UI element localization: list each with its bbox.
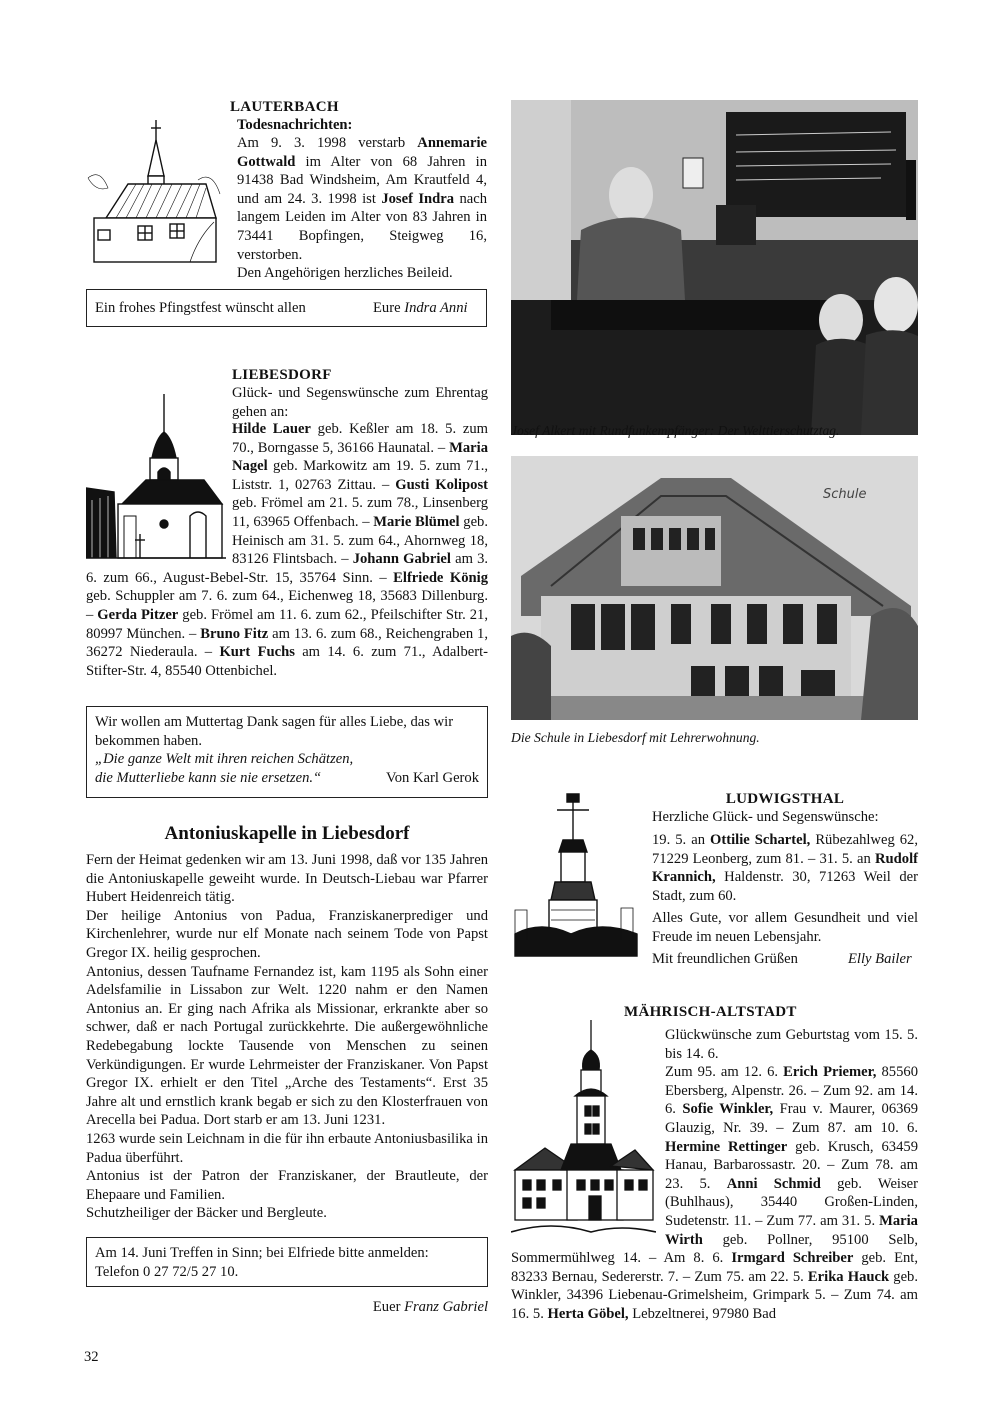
article-paragraph: Schutzheiliger der Bäcker und Bergleute. [86,1205,327,1222]
quote-line: „Die ganze Welt mit ihren reichen Schätzen, [95,751,354,768]
birthday-name: Rudolf Krannich, [652,850,918,886]
birthday-name: Ottilie Schartel, [710,832,811,848]
classroom-photo [511,100,918,435]
lauterbach-heading: LAUTERBACH [230,99,339,115]
birthday-entry: Zum 75. am 22. 5. Erika Hauck geb. Winkler, 34396 Liebenau-Grimelsheim, Grimpark 5. – [511,1268,919,1304]
ludwigsthal-entries: 19. 5. an Ottilie Schartel, Rübezahlweg 62, 71229 Leonberg, zum 81. – 31. 5. an Rudolf Krannich, Haldenstr. 30, 71263 Weil der Stadt, zum 60. [652,832,919,904]
meeting-phone: Telefon 0 27 72/5 27 10. [95,1263,239,1280]
liebesdorf-intro: Glück- und Segenswünsche zum Ehrentag gehen an: [232,385,488,420]
mothers-day-box [86,706,488,798]
ludwigsthal-closing: Mit freundlichen Grüßen [652,951,798,967]
mothers-day-text: Wir wollen am Muttertag Dank sagen für alles Liebe, das wir bekommen haben. [95,714,454,749]
birthday-entry: Johann Gabriel am 3. 6. zum 66., August-Bebel-Str. 15, 35764 Sinn. – [86,551,489,586]
article-paragraph: Fern der Heimat gedenken wir am 13. Juni 1998, daß vor 135 Jahren die Antoniuskapelle geweiht wurde. In Deutsch-Liebau war Pfarrer Hubert Heidenreich tätig. [86,852,488,906]
birthday-entry: Zum 87. am 10. 6. Hermine Rettinger geb. Krusch, 63459 Hanau, Barbarossastr. 20. – [665,1119,918,1174]
ludwigsthal-wish: Alles Gute, vor allem Gesundheit und viel Freude im neuen Lebensjahr. [652,910,918,945]
birthday-entry: Zum 77. am 31. 5. Maria Wirth geb. Pollner, 95100 Selb, Sommermühlweg 14. – [511,1212,918,1267]
birthday-entry: Kurt Fuchs am 14. 6. zum 71., Adalbert-Stifter-Str. 4, 85540 Ottenbichel. [86,644,488,679]
maehrisch-heading: MÄHRISCH-ALTSTADT [624,1004,797,1020]
meeting-box [86,1237,488,1287]
lauterbach-chapel-drawing [86,118,226,266]
birthday-entry: Zum 95. am 12. 6. Erich Priemer, 85560 Ebersberg, Alpenstr. 26. – [665,1064,918,1099]
birthday-entry: Elfriede König geb. Schuppler am 7. 6. zum 64., Eichenweg 18, 35683 Dillenburg. – [86,569,488,623]
birthday-entry: Bruno Fitz am 13. 6. zum 68., Reichengraben 1, 36272 Niederaula. – [86,625,488,661]
article-paragraph: Der heilige Antonius von Padua, Franziskanerprediger und Kirchenlehrer, wurde nur elf Monate nach seinem Tode von Papst Gregor IX. heilig gesprochen. [86,907,488,961]
school-photo-label: Schule [823,487,867,502]
birthday-entry: Gerda Pitzer geb. Frömel am 11. 6. zum 62., Pfeilschifter Str. 21, 80997 München. – [86,606,488,642]
lauterbach-obituary-text: Am 9. 3. 1998 verstarb Annemarie Gottwald im Alter von 68 Jahren in 91438 Bad Windsheim, Am Krautfeld 4, und am 24. 3. 1998 ist Josef Indra nach langem Leiden im Alter von 83 Jahren in 73441 Bopfingen, Steigweg 16, verstorben. [237,135,487,263]
deceased-name: Annemarie Gottwald [237,135,487,170]
maehrisch-intro: Glückwünsche zum Geburtstag vom 15. 5. bis 14. 6. [665,1027,918,1062]
birthday-entry: Am 8. 6. Irmgard Schreiber geb. Ent, 83233 Bernau, Sedererstr. 7. – [511,1250,918,1285]
birthday-entry: Zum 92. am 14. 6. Sofie Winkler, Frau v. Maurer, 06369 Glauzig, Nr. 39. – [665,1082,919,1136]
deceased-name: Josef Indra [381,190,455,207]
ludwigsthal-intro: Herzliche Glück- und Segenswünsche: [652,809,879,825]
lauterbach-condolence: Den Angehörigen herzliches Beileid. [237,265,453,281]
birthday-entry: Zum 74. am 16. 5. Herta Göbel, Lebzeltnerei, 97980 Bad [511,1287,918,1322]
greeting-text: Ein frohes Pfingstfest wünscht allen [95,300,306,316]
birthday-entry: Hilde Lauer geb. Keßler am 18. 5. zum 70., Borngasse 5, 36166 Haunatal. – [232,421,488,456]
article-paragraph: Antonius ist der Patron der Franziskaner, der Brautleute, der Ehepaare und Familien. [86,1168,488,1203]
birthday-entry: Maria Nagel geb. Markowitz am 19. 5. zum 71., Liststr. 1, 02763 Zittau. – [232,439,488,493]
article-paragraph: Antonius, dessen Taufname Fernandez ist, kam 1195 als Sohn einer Adelsfamilie in Lissabon zur Welt. 1220 nahm er den Namen Antonius an. Er ging nach Afrika als Missionar, erkrankte aber so schwer, daß er nach Portugal zurückkehrte. Die außergewöhnliche Redebegabung lockte Tausende von Menschen zu seinen Verkündigungen. Er wurde Lehrmeister der Franziskaner. Von Papst Gregor IX. erhielt er den Titel „Arche des Testaments“. Erst 35 Jahre alt und ernstlich krank begab er sich zu den Klosterfrauen von Arecella bei Padua. Dort starb er am 13. Juni 1231. [86,963,488,1129]
lauterbach-subheading: Todesnachrichten: [237,117,353,133]
liebesdorf-heading: LIEBESDORF [232,367,332,383]
pentecost-greeting-box [86,289,487,327]
greeting-signature: Eure Indra Anni [373,300,468,316]
birthday-entry: Zum 78. am 23. 5. Anni Schmid geb. Weiser (Buhlhaus), 35440 Großen-Linden, Sudetenstr. 11. – [665,1157,918,1229]
page-number: 32 [84,1349,99,1365]
school-photo [511,456,918,720]
ludwigsthal-signer: Elly Bailer [848,951,912,967]
article-signoff: Euer Franz Gabriel [372,1299,488,1315]
liebesdorf-birthday-list [86,420,488,680]
birthday-entry: Gusti Kolipost geb. Frömel am 21. 5. zum 78., Linsenberg 11, 63965 Offenbach. – [232,476,488,530]
article-title: Antoniuskapelle in Liebesdorf [164,823,410,844]
school-photo-caption: Die Schule in Liebesdorf mit Lehrerwohnung. [511,730,760,745]
birthday-entry: Marie Blümel geb. Heinisch am 31. 5. zum 64., Ahornweg 18, 83126 Flintsbach. – [232,513,489,568]
quote-author: Von Karl Gerok [386,769,479,786]
classroom-photo-caption: Josef Alkert mit Rundfunkempfänger: Der Welttierschutztag. [511,423,840,438]
quote-line: die Mutterliebe kann sie nie ersetzen.“ [95,769,322,786]
meeting-text: Am 14. Juni Treffen in Sinn; bei Elfriede bitte anmelden: [95,1245,429,1261]
ludwigsthal-monument-drawing [511,790,641,958]
maehrisch-birthday-list [511,1026,918,1324]
article-paragraph: 1263 wurde sein Leichnam in die für ihn erbaute Antoniusbasilika in Padua überführt. [86,1130,488,1166]
article-body [86,851,488,1223]
ludwigsthal-heading: LUDWIGSTHAL [725,791,845,807]
